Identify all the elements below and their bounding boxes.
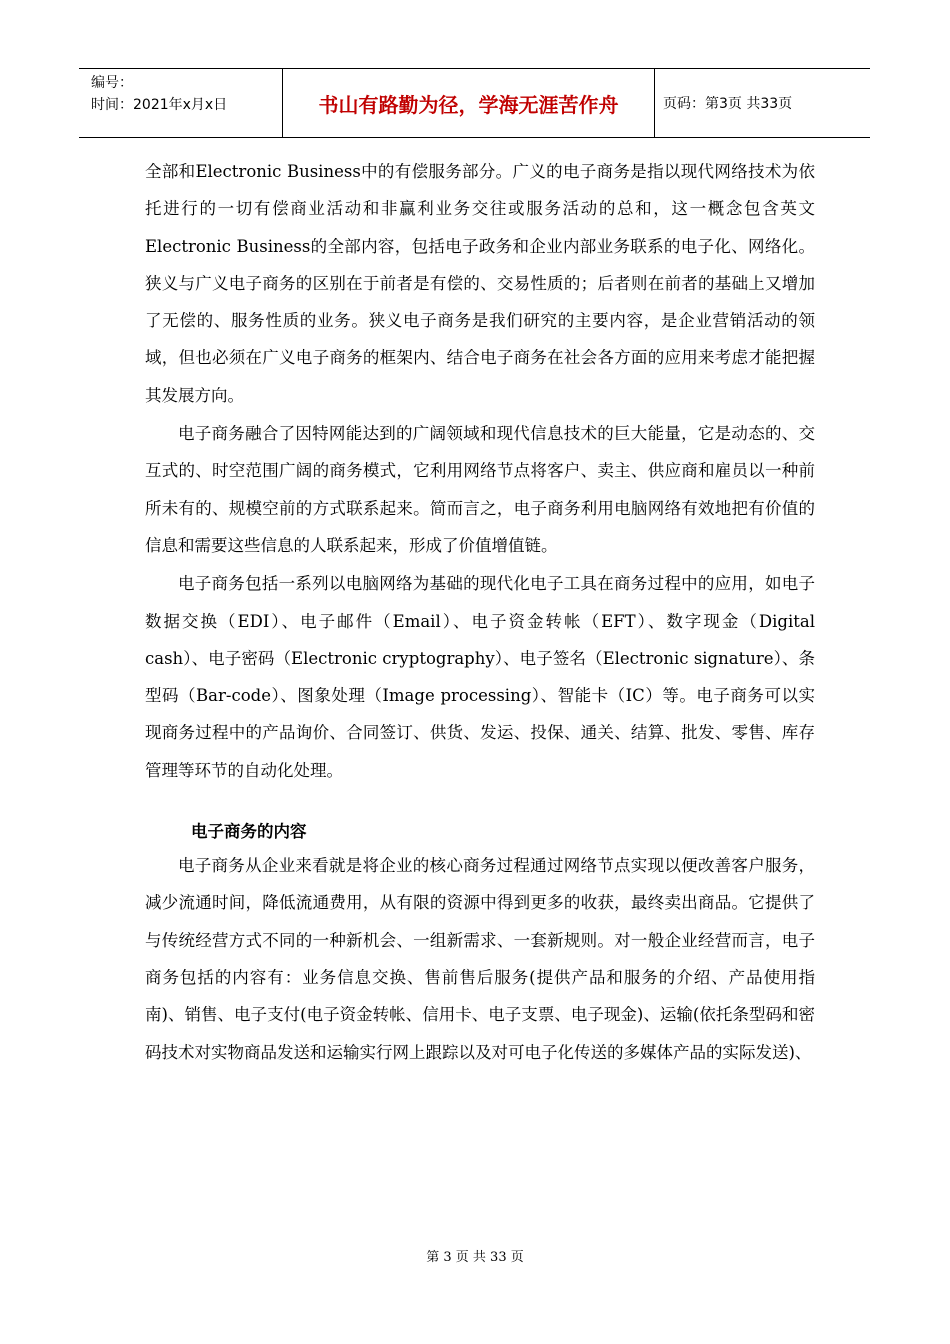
header-meta: [79, 69, 283, 137]
paragraph: 电子商务从企业来看就是将企业的核心商务过程通过网络节点实现以便改善客户服务，减少流通时间，降低流通费用，从有限的资源中得到更多的收获，最终卖出商品。它提供了与传统经营方式不同的一种新机会、一组新需求、一套新规则。对一般企业经营而言，电子商务包括的内容有：业务信息交换、售前售后服务(提供产品和服务的介绍、产品使用指南)、销售、电子支付(电子资金转帐、信用卡、电子支票、电子现金)、运输(依托条型码和密码技术对实物商品发送和运输实行网上跟踪以及对可电子化传送的多媒体产品的实际发送)、: [145, 856, 815, 1062]
page-header: [79, 68, 870, 138]
paragraph: 全部和Electronic Business中的有偿服务部分。广义的电子商务是指以现代网络技术为依托进行的一切有偿商业活动和非赢利业务交往或服务活动的总和，这一概念包含英文Electronic Business的全部内容，包括电子政务和企业内部业务联系的电子化、网络化。狭义与广义电子商务的区别在于前者是有偿的、交易性质的；后者则在前者的基础上又增加了无偿的、服务性质的业务。狭义电子商务是我们研究的主要内容，是企业营销活动的领域，但也必须在广义电子商务的框架内、结合电子商务在社会各方面的应用来考虑才能把握其发展方向。: [145, 162, 815, 405]
section-heading: 电子商务的内容: [191, 822, 307, 842]
document-body: [145, 153, 815, 1071]
header-motto: 书山有路勤为径，学海无涯苦作舟: [283, 69, 655, 137]
serial-label: 编号：: [91, 75, 133, 91]
page-footer: 第 3 页 共 33 页: [426, 1250, 524, 1265]
header-page-info: 页码：第3页 共33页: [663, 96, 793, 112]
paragraph: 电子商务融合了因特网能达到的广阔领域和现代信息技术的巨大能量，它是动态的、交互式的、时空范围广阔的商务模式，它利用网络节点将客户、卖主、供应商和雇员以一种前所未有的、规模空前的方式联系起来。简而言之，电子商务利用电脑网络有效地把有价值的信息和需要这些信息的人联系起来，形成了价值增值链。: [145, 424, 815, 555]
paragraph: 电子商务包括一系列以电脑网络为基础的现代化电子工具在商务过程中的应用，如电子数据交换（EDI）、电子邮件（Email）、电子资金转帐（EFT）、数字现金（Digital cash）、电子密码（Electronic cryptography）、电子签名（Electronic signature）、条型码（Bar-code）、图象处理（Image processing）、智能卡（IC）等。电子商务可以实现商务过程中的产品询价、合同签订、供货、发运、投保、通关、结算、批发、零售、库存管理等环节的自动化处理。: [145, 574, 815, 780]
date-label: 时间：2021年x月x日: [91, 97, 228, 113]
